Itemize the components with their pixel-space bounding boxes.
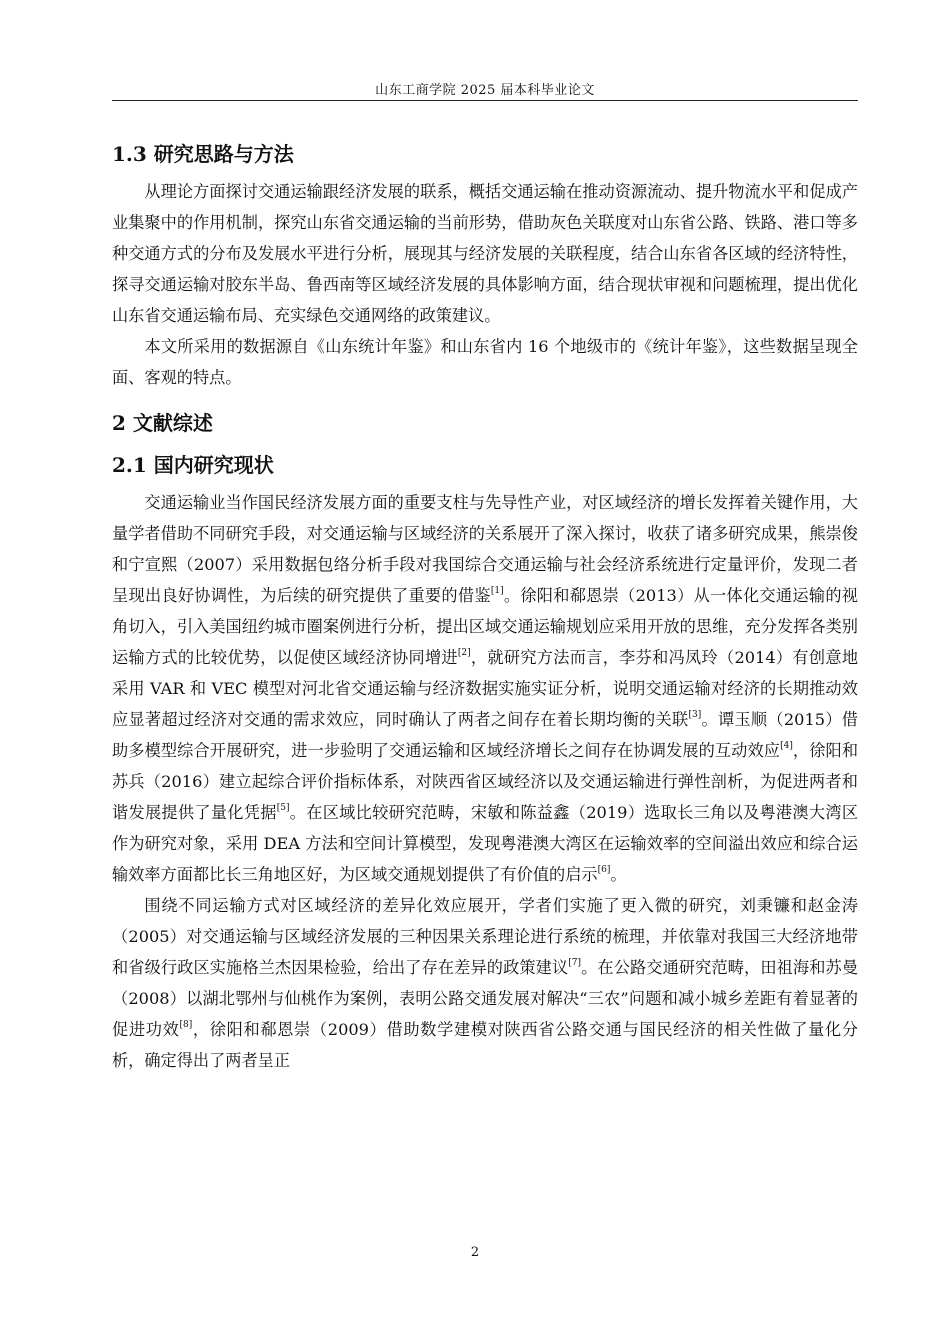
chapter-heading-2: 2 文献综述: [112, 411, 213, 435]
header-rule: [112, 100, 858, 101]
citation-ref-3: [3]: [688, 710, 702, 720]
citation-ref-2: [2]: [457, 648, 471, 658]
citation-ref-5: [5]: [276, 803, 290, 813]
citation-ref-7: [7]: [568, 958, 581, 968]
text-run: 。在区域比较研究范畴，宋敏和陈益鑫（2019）选取长三角以及粤港澳大湾区作为研究对象，采用 DEA 方法和空间计算模型，发现粤港澳大湾区在运输效率的空间溢出效应和综合运输效率方面都比长三角地区好，为区域交通规划提供了有价值的启示: [112, 803, 859, 884]
paragraph-2-1-b: [112, 890, 858, 1076]
page-content: [112, 138, 858, 1076]
text-run: 交通运输业当作国民经济发展方面的重要支柱与先导性产业，对区域经济的增长发挥着关键作用，大量学者借助不同研究手段，对交通运输与区域经济的关系展开了深入探讨，收获了诸多研究成果，熊崇俊和宁宣熙（2007）采用数据包络分析手段对我国综合交通运输与社会经济系统进行定量评价，发现二者呈现出良好协调性，为后续的研究提供了重要的借鉴: [112, 493, 858, 605]
citation-ref-1: [1]: [490, 586, 504, 596]
text-run: ，徐阳和郗恩崇（2009）借助数学建模对陕西省公路交通与国民经济的相关性做了量化分析，确定得出了两者呈正: [112, 1020, 858, 1070]
section-heading-2-1: 2.1 国内研究现状: [112, 453, 274, 477]
paragraph-1-3-b: 本文所采用的数据源自《山东统计年鉴》和山东省内 16 个地级市的《统计年鉴》，这些数据呈现全面、客观的特点。: [112, 337, 858, 387]
citation-ref-4: [4]: [780, 741, 793, 751]
text-run: 。在公路交通研究范畴，田祖海和苏曼（2008）以湖北鄂州与仙桃作为案例，表明公路交通发展对解决“三农”问题和减小城乡差距有着显著的促进功效: [112, 958, 859, 1039]
text-run: ，徐阳和苏兵（2016）建立起综合评价指标体系，对陕西省区域经济以及交通运输进行弹性剖析，为促进两者和谐发展提供了量化凭据: [112, 741, 859, 822]
text-run: ，就研究方法而言，李芬和冯凤玲（2014）有创意地采用 VAR 和 VEC 模型对河北省交通运输与经济数据实施实证分析，说明交通运输对经济的长期推动效应显著超过经济对交通的需求效应，同时确认了两者之间存在着长期均衡的关联: [112, 648, 858, 729]
citation-ref-8: [8]: [179, 1020, 193, 1030]
section-heading-1-3: 1.3 研究思路与方法: [112, 142, 294, 166]
text-run: 。徐阳和郗恩崇（2013）从一体化交通运输的视角切入，引入美国纽约城市圈案例进行分析，提出区域交通运输规划应采用开放的思维，充分发挥各类别运输方式的比较优势，以促使区域经济协同增进: [112, 586, 858, 667]
citation-ref-6: [6]: [597, 865, 611, 875]
text-run: 围绕不同运输方式对区域经济的差异化效应展开，学者们实施了更入微的研究，刘秉镰和赵金涛（2005）对交通运输与区域经济发展的三种因果关系理论进行系统的梳理，并依靠对我国三大经济地带和省级行政区实施格兰杰因果检验，给出了存在差异的政策建议: [112, 896, 858, 977]
text-run: 。: [610, 865, 627, 884]
page-number: 2: [470, 1245, 480, 1260]
text-run: 。谭玉顺（2015）借助多模型综合开展研究，进一步验明了交通运输和区域经济增长之间存在协调发展的互动效应: [112, 710, 858, 760]
paragraph-1-3-a: 从理论方面探讨交通运输跟经济发展的联系，概括交通运输在推动资源流动、提升物流水平和促成产业集聚中的作用机制，探究山东省交通运输的当前形势，借助灰色关联度对山东省公路、铁路、港口等多种交通方式的分布及发展水平进行分析，展现其与经济发展的关联程度，结合山东省各区域的经济特性，探寻交通运输对胶东半岛、鲁西南等区域经济发展的具体影响方面，结合现状审视和问题梳理，提出优化山东省交通运输布局、充实绿色交通网络的政策建议。: [112, 182, 858, 325]
running-header: 山东工商学院 2025 届本科毕业论文: [375, 83, 595, 98]
paragraph-2-1-a: [112, 487, 858, 890]
